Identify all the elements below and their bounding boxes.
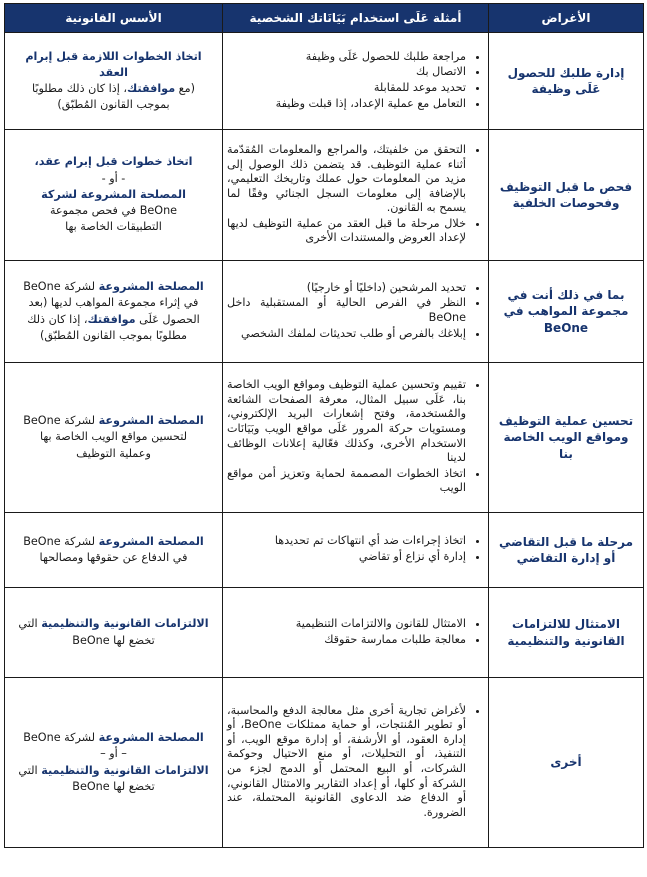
examples-list (227, 704, 482, 821)
table-row (5, 588, 644, 678)
table-row (5, 363, 644, 513)
legal-basis-highlight: الالتزامات القانونية والتنظيمية (41, 763, 209, 777)
legal-basis-cell (5, 363, 223, 513)
table-row (5, 678, 644, 848)
legal-basis-highlight: المصلحة المشروعة (98, 280, 204, 294)
legal-basis-text: المصلحة المشروعة لشركة BeOne (23, 280, 204, 294)
legal-basis-separator: – أو – (100, 747, 127, 761)
table-row (5, 33, 644, 130)
consent-highlight: موافقتك (87, 312, 136, 326)
legal-basis-text: التطبيقات الخاصة بها (65, 220, 162, 234)
header-examples: أمثلة عَلَى استخدام بَيَانَاتك الشخصية (223, 4, 489, 33)
header-row (5, 4, 644, 33)
list-item: • تقييم وتحسين عملية التوظيف ومواقع الويب الخاصة بنا، عَلَى سبيل المثال، معرفة الصفحات الشائعة والمُستخدمة، وفتح إشعارات البريد الإلكتروني، ومستويات حركة المرور عَلَى مواقع الويب وبَيَانَات الاستخدام الأخرى، وكذلك فعّالية إعلانات الوظائف لدينا (227, 378, 466, 465)
purpose-cell: مرحلة ما قبل التقاضي أو إدارة التقاضي (489, 513, 644, 588)
legal-basis-cell (5, 261, 223, 363)
legal-basis-text: الالتزامات القانونية والتنظيمية التي (18, 617, 209, 631)
legal-basis-highlight: المصلحة المشروعة لشركة (41, 187, 186, 201)
legal-basis-text: المصلحة المشروعة لشركة BeOne (23, 414, 204, 428)
legal-basis-highlight: المصلحة المشروعة (98, 414, 204, 428)
legal-basis-text: تخضع لها BeOne (72, 779, 155, 793)
legal-basis-text: وعملية التوظيف (76, 446, 151, 460)
examples-cell (223, 678, 489, 848)
list-item: • الامتثال للقانون والالتزامات التنظيمية (227, 617, 466, 632)
list-item: • خلال مرحلة ما قبل العقد من عملية التوظيف لديها لإعداد العروض والمستندات الأخرى (227, 217, 466, 246)
list-item: • معالجة طلبات ممارسة حقوقك (227, 633, 466, 648)
legal-basis-highlight: الالتزامات القانونية والتنظيمية (41, 617, 209, 631)
examples-cell (223, 33, 489, 130)
legal-basis-text: في إثراء مجموعة المواهب لديها (بعد (28, 296, 199, 310)
purpose-cell: إدارة طلبك للحصول عَلَى وظيفة (489, 33, 644, 130)
purposes-table (4, 3, 644, 848)
legal-basis-text: تخضع لها BeOne (72, 633, 155, 647)
legal-basis-text: في الدفاع عن حقوقها ومصالحها (39, 551, 188, 564)
list-item: • لأغراض تجارية أخرى مثل معالجة الدفع والمحاسبة، أو تطوير المُنتجات، أو حماية ممتلكات BeOne، أو إدارة العقود، أو الأرشفة، أو إدارة موقع الويب، أو التنفيذ، أو التحليلات، أو منع الاحتيال وحوكمة الشركات، أو البيع المحتمل أو الدمج لجزء من الشركة أو كلها، أو إعداد التقارير والامتثال القانوني، أو الدفاع ضد الدعاوى القانونية المحتملة، عند الضرورة. (227, 704, 466, 821)
legal-basis-highlight: اتخاذ الخطوات اللازمة قبل إبرام العقد (25, 49, 202, 79)
purpose-cell: تحسين عملية التوظيف ومواقع الويب الخاصة بنا (489, 363, 644, 513)
legal-basis-cell (5, 130, 223, 261)
examples-cell (223, 588, 489, 678)
legal-basis-separator: - أو - (101, 171, 126, 185)
list-item: • اتخاذ إجراءات ضد أي انتهاكات تم تحديدها (227, 534, 466, 549)
purpose-cell: أخرى (489, 678, 644, 848)
legal-basis-text: المصلحة المشروعة لشركة BeOne (23, 731, 204, 745)
legal-basis-text: بموجب القانون المُطبّق) (57, 98, 170, 112)
list-item: • مراجعة طلبك للحصول عَلَى وظيفة (227, 50, 466, 65)
list-item: • إبلاغك بالفرص أو طلب تحديثات لملفك الشخصي (227, 327, 466, 342)
examples-list (227, 50, 482, 111)
list-item: • إدارة أي نزاع أو تقاضي (227, 550, 466, 565)
legal-basis-cell (5, 678, 223, 848)
list-item: • اتخاذ الخطوات المصممة لحماية وتعزيز أمن مواقع الويب (227, 467, 466, 496)
list-item: • النظر في الفرص الحالية أو المستقبلية داخل BeOne (227, 296, 466, 325)
legal-basis-highlight: المصلحة المشروعة (98, 534, 204, 548)
examples-cell (223, 363, 489, 513)
legal-basis-highlight: اتخاذ خطوات قبل إبرام عقد، (34, 155, 193, 169)
legal-basis-text: الحصول عَلَى موافقتك، إذا كان ذلك (27, 312, 200, 326)
examples-cell (223, 130, 489, 261)
legal-basis-cell (5, 588, 223, 678)
header-legal-basis: الأسس القانونية (5, 4, 223, 33)
examples-list (227, 617, 482, 647)
list-item: • تحديد المرشحين (داخليًا أو خارجيًا) (227, 281, 466, 296)
list-item: • الاتصال بك (227, 65, 466, 80)
examples-cell (223, 513, 489, 588)
legal-basis-text: BeOne في فحص مجموعة (49, 204, 178, 218)
purpose-cell: بما في ذلك أنت في مجموعة المواهب في BeOne (489, 261, 644, 363)
consent-highlight: موافقتك (126, 82, 176, 95)
legal-basis-text: لتحسين مواقع الويب الخاصة بها (39, 430, 187, 444)
table-row (5, 261, 644, 363)
examples-cell (223, 261, 489, 363)
table-row (5, 130, 644, 261)
examples-list (227, 378, 482, 496)
purpose-cell: الامتثال للالتزامات القانونية والتنظيمية (489, 588, 644, 678)
legal-basis-text: الالتزامات القانونية والتنظيمية التي (18, 763, 209, 777)
list-item: • تحديد موعد للمقابلة (227, 81, 466, 96)
legal-basis-highlight: المصلحة المشروعة (98, 731, 204, 745)
list-item: • التعامل مع عملية الإعداد، إذا قبلت وظيفة (227, 97, 466, 112)
examples-list (227, 534, 482, 564)
header-purposes: الأغراض (489, 4, 644, 33)
legal-basis-cell (5, 513, 223, 588)
purposes-table-container (4, 3, 643, 848)
legal-basis-text: المصلحة المشروعة لشركة BeOne (23, 534, 204, 548)
list-item: • التحقق من خلفيتك، والمراجع والمعلومات المُقدّمة أثناء عملية التوظيف. قد يتضمن ذلك الوصول إلى مزيد من المعلومات حول عملك وتاريخك التعليمي، بالإضافة إلى معلومات السجل الجنائي وفقًا لما يسمح به القانون. (227, 143, 466, 216)
legal-basis-cell (5, 33, 223, 130)
table-row (5, 513, 644, 588)
examples-list (227, 143, 482, 246)
legal-basis-text: مطلوبًا بموجب القانون المُطبّق) (39, 328, 188, 342)
examples-list (227, 281, 482, 341)
purpose-cell: فحص ما قبل التوظيف وفحوصات الخلفية (489, 130, 644, 261)
legal-basis-text: (مع موافقتك، إذا كان ذلك مطلوبًا (32, 82, 195, 95)
